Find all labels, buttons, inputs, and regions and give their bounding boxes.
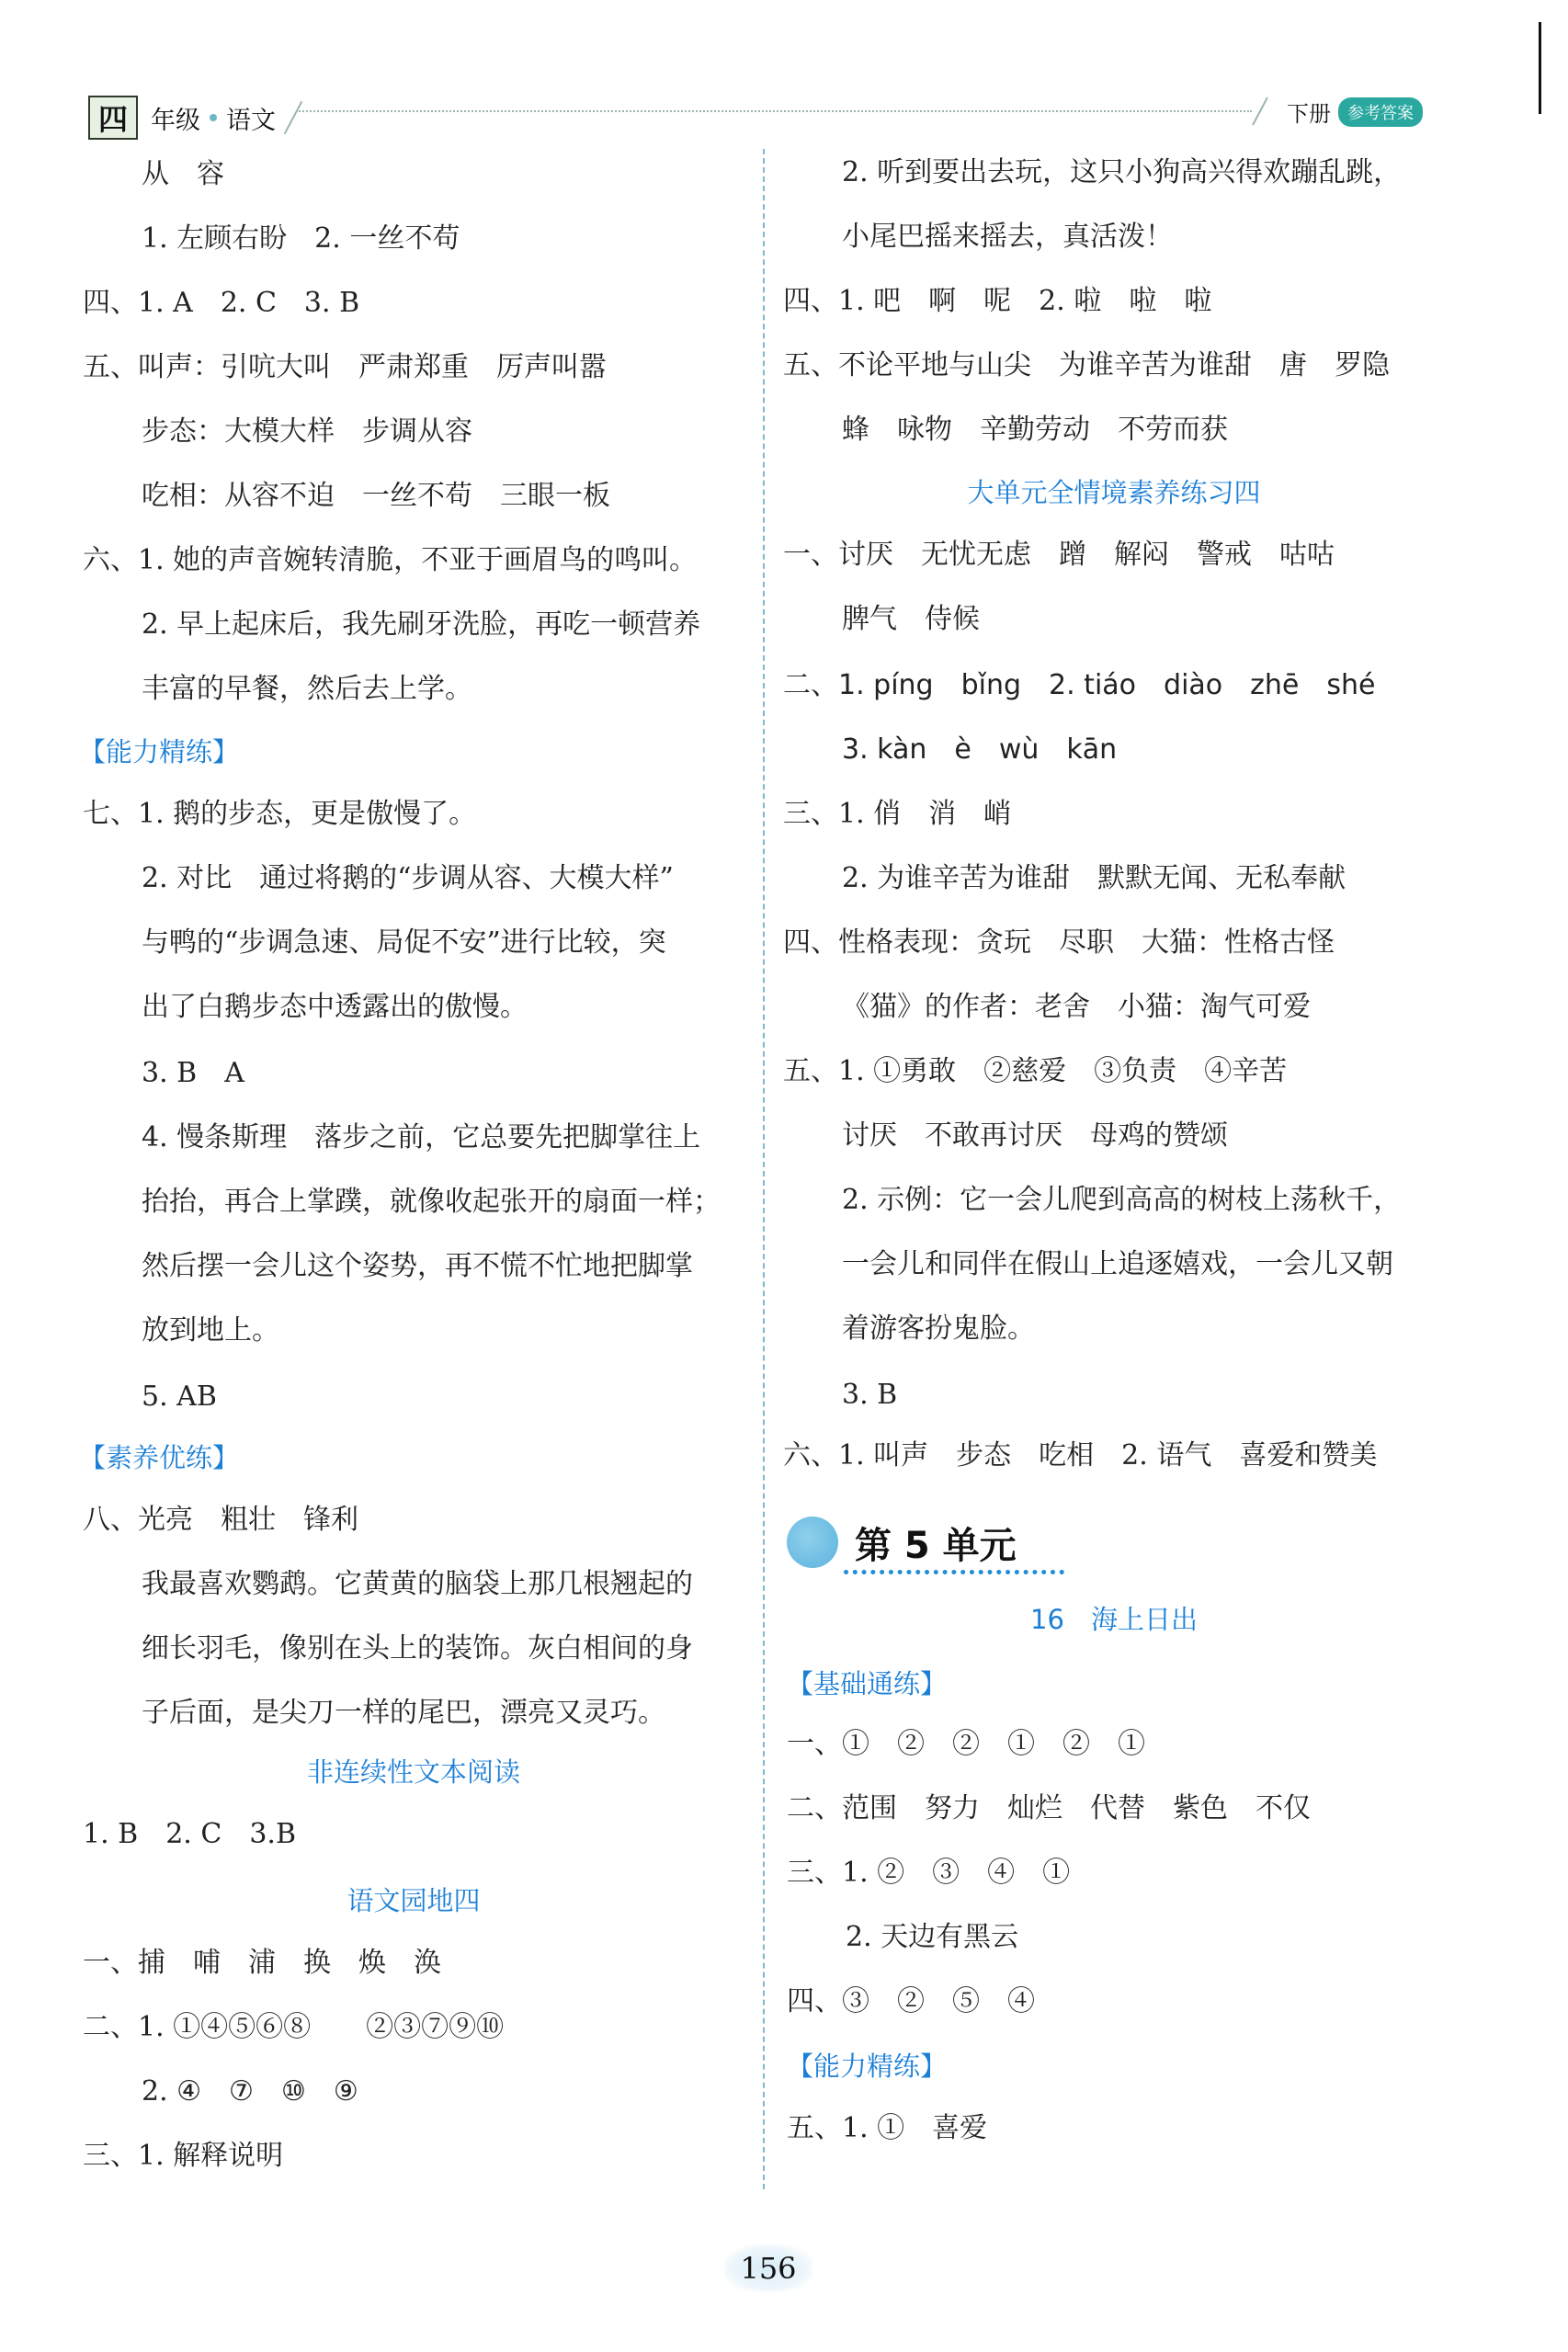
pinyin-line: 二、1. píng bǐng 2. tiáo diào zhē shé [783,669,1376,701]
unit-circle-icon [787,1517,838,1568]
section-label: 【能力精练】 [787,2051,948,2082]
answer-line: 一、① ② ② ① ② ① [787,1728,1145,1760]
answer-line: 五、1. ① 喜爱 [787,2112,988,2144]
answer-line: 五、不论平地与山尖 为谁辛苦为谁甜 唐 罗隐 [783,349,1390,381]
answer-line: 六、1. 叫声 步态 吃相 2. 语气 喜爱和赞美 [783,1439,1378,1471]
answer-line: 五、叫声：引吭大叫 严肃郑重 厉声叫嚣 [83,351,607,383]
answer-line: 四、③ ② ⑤ ④ [787,1985,1035,2017]
answer-line: 着游客扮鬼脸。 [842,1312,1035,1345]
answer-line: 四、1. A 2. C 3. B [83,287,360,319]
answer-line: 5. AB [142,1381,217,1413]
section-label: 【能力精练】 [79,736,240,767]
section-title: 大单元全情境素养练习四 [967,477,1261,508]
column-divider [763,149,765,2189]
header-right [1287,96,1423,128]
answer-line: 细长羽毛，像别在头上的装饰。灰白相间的身 [142,1632,693,1665]
answer-line: 三、1. 俏 消 峭 [783,798,1012,830]
grade-box: 四 [88,96,138,140]
answer-line: 我最喜欢鹦鹉。它黄黄的脑袋上那几根翘起的 [142,1568,693,1600]
answer-line: 四、性格表现：贪玩 尽职 大猫：性格古怪 [783,926,1335,959]
answer-line: 三、1. 解释说明 [83,2140,284,2172]
page-number: 156 [724,2244,812,2292]
answer-badge: 参考答案 [1338,97,1423,127]
page-edge-line [1539,22,1541,114]
volume-label: 下册 [1287,101,1331,127]
grade-label: 年级 [151,106,200,135]
section-title: 非连续性文本阅读 [306,1756,520,1788]
answer-line: 从 容 [142,158,224,190]
answer-line: 4. 慢条斯理 落步之前，它总要先把脚掌往上 [142,1121,701,1153]
section-label: 【素养优练】 [79,1442,240,1473]
answer-line: 2. 听到要出去玩，这只小狗高兴得欢蹦乱跳， [842,156,1402,188]
answer-line: 与鸭的“步调急速、局促不安”进行比较，突 [142,926,666,959]
answer-line: 一、讨厌 无忧无虑 蹭 解闷 警戒 咕咕 [783,539,1335,571]
unit-underline [844,1570,1064,1574]
subject-label: 语文 [226,106,276,135]
answer-line: 2. 天边有黑云 [846,1921,1019,1953]
answer-line: 3. B A [142,1057,244,1089]
answer-line: 抬抬，再合上掌蹼，就像收起张开的扇面一样； [142,1186,721,1218]
header-divider [1252,97,1268,126]
answer-line: 放到地上。 [142,1314,279,1346]
pinyin-line: 3. kàn è wù kān [842,733,1118,766]
answer-line: 七、1. 鹅的步态，更是傲慢了。 [83,798,477,830]
answer-line: 2. 为谁辛苦为谁甜 默默无闻、无私奉献 [842,862,1346,894]
answer-line: 六、1. 她的声音婉转清脆，不亚于画眉鸟的鸣叫。 [83,544,698,576]
answer-line: 然后摆一会儿这个姿势，再不慌不忙地把脚掌 [142,1250,693,1282]
answer-line: 《猫》的作者：老舍 小猫：淘气可爱 [842,991,1311,1023]
unit-title: 第 5 单元 [855,1525,1017,1567]
header-dotted-line [296,110,1252,112]
answer-line: 2. 对比 通过将鹅的“步调从容、大模大样” [142,862,674,894]
answer-line: 一、捕 哺 浦 换 焕 涣 [83,1947,441,1979]
answer-line: 丰富的早餐，然后去上学。 [142,673,472,705]
lesson-title: 16 海上日出 [1030,1604,1198,1635]
answer-line: 子后面，是尖刀一样的尾巴，漂亮又灵巧。 [142,1697,665,1729]
answer-line: 四、1. 吧 啊 呢 2. 啦 啦 啦 [783,285,1212,317]
answer-line: 二、范围 努力 灿烂 代替 紫色 不仅 [787,1792,1311,1824]
answer-line: 2. ④ ⑦ ⑩ ⑨ [142,2075,358,2108]
answer-line: 脾气 侍候 [842,603,980,635]
answer-line: 1. 左顾右盼 2. 一丝不苟 [142,222,460,255]
answer-line: 八、光亮 粗壮 锋利 [83,1504,358,1536]
answer-line: 1. B 2. C 3.B [83,1818,296,1850]
answer-line: 吃相：从容不迫 一丝不苟 三眼一板 [142,480,610,512]
header-left [88,97,276,138]
answer-line: 蜂 咏物 辛勤劳动 不劳而获 [842,414,1228,446]
answer-line: 2. 早上起床后，我先刷牙洗脸，再吃一顿营养 [142,608,701,641]
answer-line: 讨厌 不敢再讨厌 母鸡的赞颂 [842,1119,1228,1152]
answer-line: 步态：大模大样 步调从容 [142,415,472,448]
header-divider [284,101,303,134]
answer-line: 3. B [842,1379,898,1411]
answer-line: 2. 示例：它一会儿爬到高高的树枝上荡秋千， [842,1184,1402,1216]
answer-line: 一会儿和同伴在假山上追逐嬉戏，一会儿又朝 [842,1248,1393,1280]
answer-line: 二、1. ①④⑤⑥⑧ ②③⑦⑨⑩ [83,2011,505,2043]
answer-line: 三、1. ② ③ ④ ① [787,1857,1071,1889]
section-title: 语文园地四 [347,1885,481,1916]
answer-line: 小尾巴摇来摇去，真活泼！ [842,221,1173,253]
answer-line: 五、1. ①勇敢 ②慈爱 ③负责 ④辛苦 [783,1055,1288,1087]
separator-dot-icon [210,114,217,121]
section-label: 【基础通练】 [787,1668,948,1699]
answer-line: 出了白鹅步态中透露出的傲慢。 [142,991,528,1023]
